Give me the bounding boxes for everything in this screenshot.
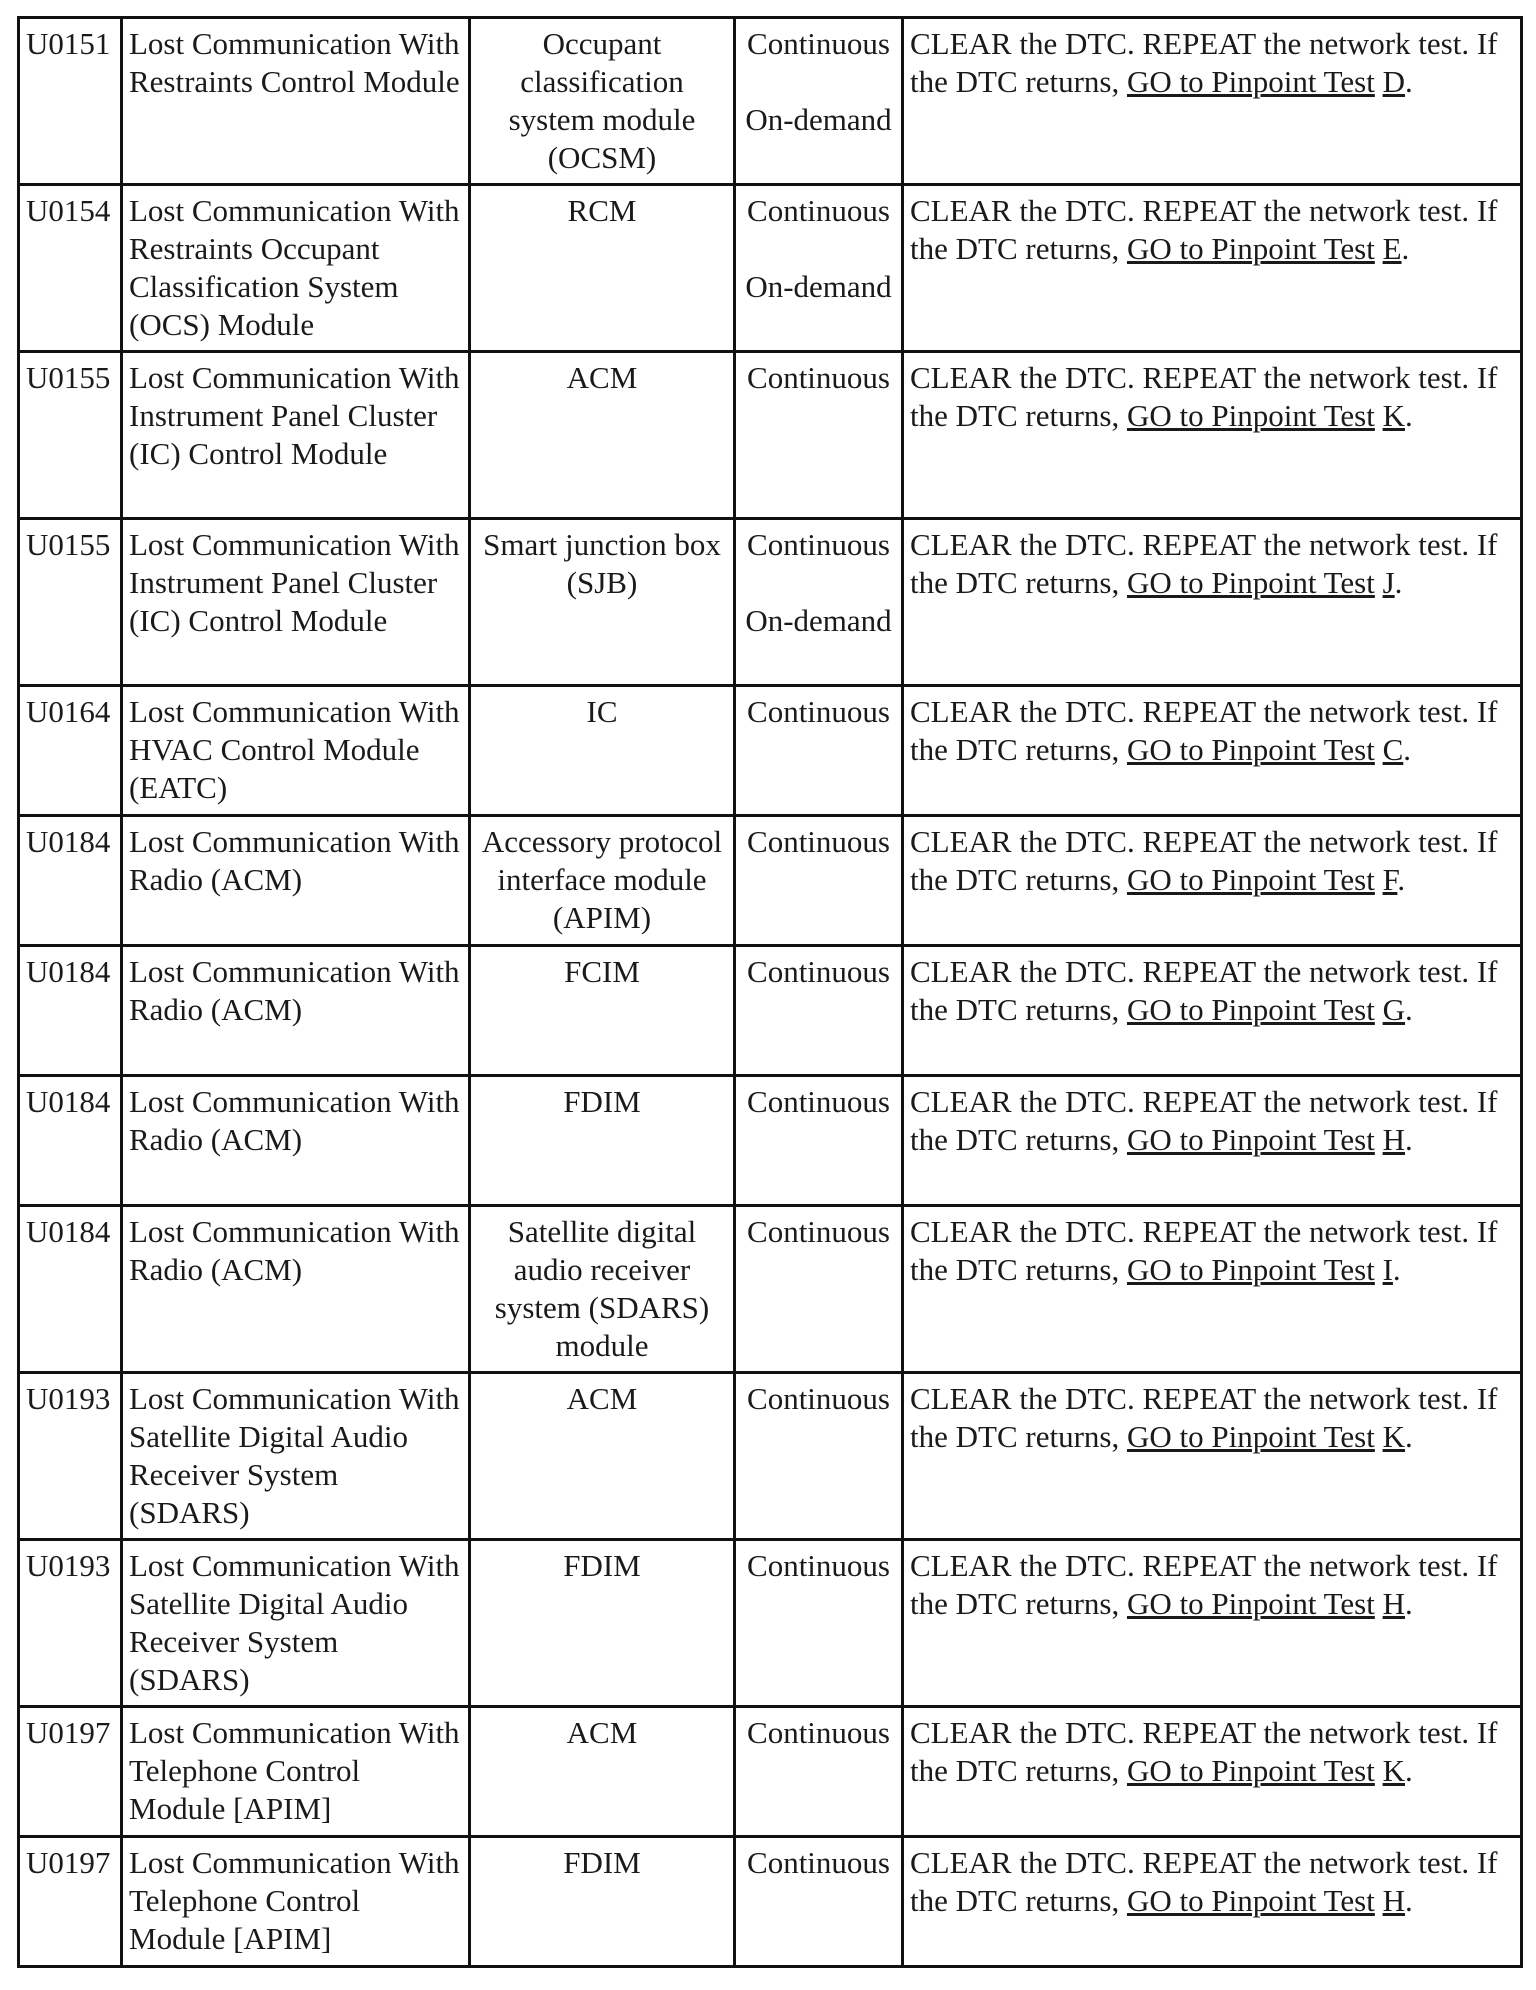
- monitor-mode-label: On-demand: [745, 603, 892, 638]
- dtc-code-cell: U0184: [19, 1206, 122, 1373]
- dtc-code-cell: U0155: [19, 519, 122, 686]
- pinpoint-test-link[interactable]: GO to Pinpoint Test: [1126, 64, 1375, 99]
- sentence-period: .: [1404, 398, 1413, 433]
- dtc-description-cell: Lost Communication With Radio (ACM): [122, 1076, 470, 1206]
- dtc-description-cell: Lost Communication With Telephone Control Module [APIM]: [122, 1837, 470, 1967]
- dtc-mode-cell: [735, 519, 903, 686]
- dtc-code-cell: U0184: [19, 816, 122, 946]
- pinpoint-test-letter-link[interactable]: H: [1382, 1586, 1405, 1621]
- monitor-mode-label: Continuous: [747, 193, 890, 228]
- dtc-description-cell: Lost Communication With Instrument Panel Cluster (IC) Control Module: [122, 519, 470, 686]
- pinpoint-test-link[interactable]: GO to Pinpoint Test: [1126, 1419, 1375, 1454]
- dtc-action-cell: [903, 1837, 1522, 1967]
- pinpoint-test-letter-link[interactable]: H: [1382, 1883, 1405, 1918]
- dtc-code-cell: U0164: [19, 686, 122, 816]
- pinpoint-test-link[interactable]: GO to Pinpoint Test: [1126, 565, 1375, 600]
- dtc-mode-cell: [735, 185, 903, 352]
- dtc-code-cell: U0197: [19, 1837, 122, 1967]
- action-instruction-text: CLEAR the DTC. REPEAT the network test. If the DTC returns,: [910, 1845, 1498, 1918]
- pinpoint-test-link[interactable]: GO to Pinpoint Test: [1126, 1586, 1375, 1621]
- sentence-period: .: [1404, 992, 1413, 1027]
- sentence-period: .: [1404, 1883, 1413, 1918]
- dtc-code-cell: U0193: [19, 1540, 122, 1707]
- dtc-action-cell: [903, 185, 1522, 352]
- monitor-mode-label: Continuous: [747, 1381, 890, 1416]
- dtc-table: [17, 16, 1523, 1968]
- table-row: [19, 1707, 1522, 1837]
- dtc-description-cell: Lost Communication With Telephone Control Module [APIM]: [122, 1707, 470, 1837]
- pinpoint-test-letter-link[interactable]: I: [1382, 1252, 1393, 1287]
- dtc-description-cell: Lost Communication With Restraints Occupant Classification System (OCS) Module: [122, 185, 470, 352]
- pinpoint-test-link[interactable]: GO to Pinpoint Test: [1126, 1883, 1375, 1918]
- dtc-source-cell: Satellite digital audio receiver system (SDARS) module: [470, 1206, 735, 1373]
- table-row: [19, 18, 1522, 185]
- sentence-period: .: [1394, 565, 1403, 600]
- table-row: [19, 185, 1522, 352]
- dtc-code-cell: U0193: [19, 1373, 122, 1540]
- pinpoint-test-link[interactable]: GO to Pinpoint Test: [1126, 862, 1375, 897]
- dtc-description-cell: Lost Communication With Radio (ACM): [122, 816, 470, 946]
- sentence-period: .: [1397, 862, 1406, 897]
- action-instruction-text: CLEAR the DTC. REPEAT the network test. If the DTC returns,: [910, 954, 1498, 1027]
- dtc-source-cell: Occupant classification system module (OCSM): [470, 18, 735, 185]
- pinpoint-test-link[interactable]: GO to Pinpoint Test: [1126, 1753, 1375, 1788]
- pinpoint-test-letter-link[interactable]: C: [1382, 732, 1404, 767]
- dtc-source-cell: Accessory protocol interface module (APIM): [470, 816, 735, 946]
- dtc-description-cell: Lost Communication With Satellite Digital Audio Receiver System (SDARS): [122, 1373, 470, 1540]
- sentence-period: .: [1403, 732, 1412, 767]
- dtc-source-cell: FDIM: [470, 1076, 735, 1206]
- dtc-mode-cell: [735, 352, 903, 519]
- dtc-source-cell: IC: [470, 686, 735, 816]
- dtc-mode-cell: [735, 1076, 903, 1206]
- action-instruction-text: CLEAR the DTC. REPEAT the network test. If the DTC returns,: [910, 1715, 1498, 1788]
- monitor-mode-label: Continuous: [747, 694, 890, 729]
- table-row: [19, 1837, 1522, 1967]
- dtc-action-cell: [903, 1540, 1522, 1707]
- pinpoint-test-link[interactable]: GO to Pinpoint Test: [1126, 1252, 1375, 1287]
- dtc-source-cell: Smart junction box (SJB): [470, 519, 735, 686]
- dtc-mode-cell: [735, 946, 903, 1076]
- pinpoint-test-link[interactable]: GO to Pinpoint Test: [1126, 732, 1375, 767]
- monitor-mode-label: Continuous: [747, 1845, 890, 1880]
- monitor-mode-label: Continuous: [747, 1548, 890, 1583]
- dtc-table-body: [19, 18, 1522, 1967]
- dtc-source-cell: FDIM: [470, 1540, 735, 1707]
- action-instruction-text: CLEAR the DTC. REPEAT the network test. If the DTC returns,: [910, 26, 1498, 99]
- dtc-description-cell: Lost Communication With Restraints Control Module: [122, 18, 470, 185]
- dtc-action-cell: [903, 352, 1522, 519]
- sentence-period: .: [1401, 231, 1410, 266]
- action-instruction-text: CLEAR the DTC. REPEAT the network test. If the DTC returns,: [910, 360, 1498, 433]
- pinpoint-test-letter-link[interactable]: D: [1382, 64, 1405, 99]
- dtc-action-cell: [903, 1076, 1522, 1206]
- monitor-mode-label: Continuous: [747, 1214, 890, 1249]
- dtc-source-cell: FDIM: [470, 1837, 735, 1967]
- pinpoint-test-letter-link[interactable]: E: [1382, 231, 1402, 266]
- action-instruction-text: CLEAR the DTC. REPEAT the network test. If the DTC returns,: [910, 193, 1498, 266]
- dtc-code-cell: U0151: [19, 18, 122, 185]
- monitor-mode-label: Continuous: [747, 360, 890, 395]
- pinpoint-test-link[interactable]: GO to Pinpoint Test: [1126, 398, 1375, 433]
- dtc-action-cell: [903, 519, 1522, 686]
- action-instruction-text: CLEAR the DTC. REPEAT the network test. If the DTC returns,: [910, 1214, 1498, 1287]
- monitor-mode-label: Continuous: [747, 527, 890, 562]
- monitor-mode-label: Continuous: [747, 26, 890, 61]
- dtc-action-cell: [903, 1206, 1522, 1373]
- monitor-mode-label: Continuous: [747, 954, 890, 989]
- monitor-mode-label: Continuous: [747, 1715, 890, 1750]
- pinpoint-test-letter-link[interactable]: J: [1382, 565, 1395, 600]
- dtc-action-cell: [903, 18, 1522, 185]
- dtc-mode-cell: [735, 1540, 903, 1707]
- pinpoint-test-link[interactable]: GO to Pinpoint Test: [1126, 1122, 1375, 1157]
- pinpoint-test-letter-link[interactable]: K: [1382, 398, 1405, 433]
- dtc-mode-cell: [735, 816, 903, 946]
- dtc-code-cell: U0197: [19, 1707, 122, 1837]
- dtc-code-cell: U0155: [19, 352, 122, 519]
- dtc-action-cell: [903, 686, 1522, 816]
- dtc-mode-cell: [735, 1373, 903, 1540]
- pinpoint-test-letter-link[interactable]: G: [1382, 992, 1405, 1027]
- dtc-code-cell: U0184: [19, 1076, 122, 1206]
- dtc-mode-cell: [735, 1206, 903, 1373]
- dtc-action-cell: [903, 1373, 1522, 1540]
- table-row: [19, 1076, 1522, 1206]
- sentence-period: .: [1404, 1753, 1413, 1788]
- table-row: [19, 816, 1522, 946]
- dtc-mode-cell: [735, 18, 903, 185]
- monitor-mode-label: On-demand: [745, 269, 892, 304]
- dtc-source-cell: FCIM: [470, 946, 735, 1076]
- dtc-source-cell: RCM: [470, 185, 735, 352]
- pinpoint-test-letter-link[interactable]: F: [1382, 862, 1398, 897]
- table-row: [19, 686, 1522, 816]
- action-instruction-text: CLEAR the DTC. REPEAT the network test. If the DTC returns,: [910, 1381, 1498, 1454]
- table-row: [19, 1206, 1522, 1373]
- dtc-source-cell: ACM: [470, 352, 735, 519]
- dtc-action-cell: [903, 816, 1522, 946]
- monitor-mode-label: On-demand: [745, 102, 892, 137]
- pinpoint-test-letter-link[interactable]: H: [1382, 1122, 1405, 1157]
- monitor-mode-label: Continuous: [747, 824, 890, 859]
- table-row: [19, 352, 1522, 519]
- action-instruction-text: CLEAR the DTC. REPEAT the network test. If the DTC returns,: [910, 694, 1498, 767]
- table-row: [19, 946, 1522, 1076]
- dtc-action-cell: [903, 1707, 1522, 1837]
- pinpoint-test-letter-link[interactable]: K: [1382, 1753, 1405, 1788]
- dtc-code-cell: U0184: [19, 946, 122, 1076]
- sentence-period: .: [1404, 1122, 1413, 1157]
- action-instruction-text: CLEAR the DTC. REPEAT the network test. If the DTC returns,: [910, 527, 1498, 600]
- dtc-description-cell: Lost Communication With Radio (ACM): [122, 1206, 470, 1373]
- sentence-period: .: [1392, 1252, 1401, 1287]
- dtc-description-cell: Lost Communication With Instrument Panel Cluster (IC) Control Module: [122, 352, 470, 519]
- dtc-code-cell: U0154: [19, 185, 122, 352]
- pinpoint-test-letter-link[interactable]: K: [1382, 1419, 1405, 1454]
- dtc-source-cell: ACM: [470, 1707, 735, 1837]
- sentence-period: .: [1404, 1419, 1413, 1454]
- dtc-description-cell: Lost Communication With Satellite Digital Audio Receiver System (SDARS): [122, 1540, 470, 1707]
- sentence-period: .: [1404, 1586, 1413, 1621]
- dtc-mode-cell: [735, 1837, 903, 1967]
- table-row: [19, 519, 1522, 686]
- dtc-description-cell: Lost Communication With Radio (ACM): [122, 946, 470, 1076]
- table-row: [19, 1540, 1522, 1707]
- table-row: [19, 1373, 1522, 1540]
- dtc-mode-cell: [735, 1707, 903, 1837]
- dtc-mode-cell: [735, 686, 903, 816]
- sentence-period: .: [1404, 64, 1413, 99]
- dtc-action-cell: [903, 946, 1522, 1076]
- dtc-source-cell: ACM: [470, 1373, 735, 1540]
- action-instruction-text: CLEAR the DTC. REPEAT the network test. If the DTC returns,: [910, 1548, 1498, 1621]
- monitor-mode-label: Continuous: [747, 1084, 890, 1119]
- pinpoint-test-link[interactable]: GO to Pinpoint Test: [1126, 992, 1375, 1027]
- pinpoint-test-link[interactable]: GO to Pinpoint Test: [1126, 231, 1375, 266]
- action-instruction-text: CLEAR the DTC. REPEAT the network test. If the DTC returns,: [910, 1084, 1498, 1157]
- action-instruction-text: CLEAR the DTC. REPEAT the network test. If the DTC returns,: [910, 824, 1498, 897]
- dtc-description-cell: Lost Communication With HVAC Control Module (EATC): [122, 686, 470, 816]
